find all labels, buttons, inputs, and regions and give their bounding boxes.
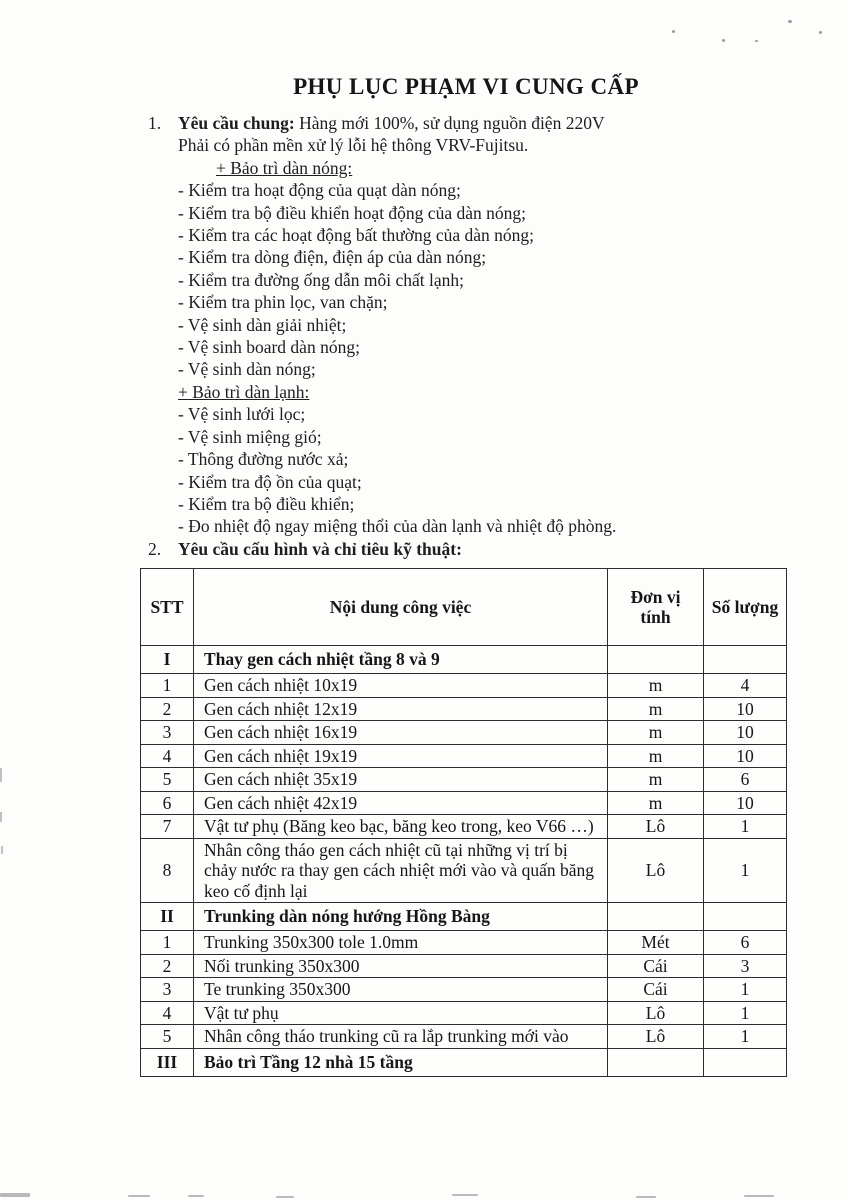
cell-qty: 10 [704,721,787,745]
cell-stt: 3 [141,721,194,745]
scan-speck [819,31,822,34]
cell-stt: 1 [141,674,194,698]
task-item: - Thông đường nước xả; [178,449,349,470]
supply-scope-table [140,568,787,1077]
cell-qty: 6 [704,768,787,792]
table-row [141,744,787,768]
table-row [141,815,787,839]
cell-unit: Cái [608,954,704,978]
section1-heading: Yêu cầu chung: [178,113,295,133]
table-row [141,838,787,903]
scan-bottom-smudge [744,1195,774,1197]
cell-content: Gen cách nhiệt 16x19 [194,721,608,745]
table-row [141,1048,787,1076]
cell-unit: m [608,768,704,792]
group-label: + Bảo trì dàn nóng: [216,157,353,178]
cell-content: Nối trunking 350x300 [194,954,608,978]
table-row [141,674,787,698]
cell-content: Gen cách nhiệt 12x19 [194,697,608,721]
scan-bottom-smudge [188,1195,204,1197]
scan-speck [788,20,792,23]
table-row [141,1001,787,1025]
section1-heading-rest: Hàng mới 100%, sử dụng nguồn điện 220V [294,113,605,133]
cell-qty: 10 [704,744,787,768]
task-item: - Kiểm tra bộ điều khiển; [178,493,355,514]
cell-content: Te trunking 350x300 [194,978,608,1002]
cell-unit [608,1048,704,1076]
section-general-requirements [148,112,793,538]
cell-qty: 1 [704,815,787,839]
task-item: - Vệ sinh lưới lọc; [178,404,306,425]
cell-content: Trunking 350x300 tole 1.0mm [194,931,608,955]
supply-table-header [141,569,787,646]
cell-qty: 6 [704,931,787,955]
scan-edge-mark [0,768,2,782]
scan-bottom-smudge [636,1196,656,1198]
cell-stt: 5 [141,1025,194,1049]
cell-stt: 8 [141,838,194,903]
section2-body [178,538,793,560]
supply-table-body [141,646,787,1077]
cell-stt: 2 [141,697,194,721]
cell-unit: Lô [608,815,704,839]
scan-speck [672,30,675,33]
cell-qty [704,903,787,931]
table-row [141,978,787,1002]
section-technical-requirements [148,538,793,560]
section1-body [178,112,793,538]
table-row [141,931,787,955]
section1-number: 1. [148,113,162,133]
table-row [141,768,787,792]
section2-heading: Yêu cầu cấu hình và chỉ tiêu kỹ thuật: [178,538,462,559]
cell-content: Nhân công tháo gen cách nhiệt cũ tại những vị trí bị chảy nước ra thay gen cách nhiệt mới vào và quấn băng keo cố định lại [194,838,608,903]
cell-unit: Lô [608,838,704,903]
cell-unit: m [608,674,704,698]
cell-stt: II [141,903,194,931]
cell-qty: 3 [704,954,787,978]
task-item: - Kiểm tra dòng điện, điện áp của dàn nóng; [178,247,487,268]
section2-number: 2. [148,538,162,559]
cell-content: Nhân công tháo trunking cũ ra lắp trunking mới vào [194,1025,608,1049]
scan-bottom-smudge [128,1195,150,1197]
cell-unit [608,903,704,931]
cell-content: Gen cách nhiệt 19x19 [194,744,608,768]
task-item: - Kiểm tra các hoạt động bất thường của dàn nóng; [178,225,534,246]
cell-content: Gen cách nhiệt 10x19 [194,674,608,698]
cell-qty: 1 [704,838,787,903]
group-label: + Bảo trì dàn lạnh: [178,381,310,402]
task-item: - Kiểm tra phin lọc, van chặn; [178,292,388,313]
table-row [141,791,787,815]
header-unit: Đơn vị tính [608,569,704,646]
header-stt: STT [141,569,194,646]
cell-stt: 7 [141,815,194,839]
cell-content: Trunking dàn nóng hướng Hồng Bàng [194,903,608,931]
scan-edge-mark [1,846,3,854]
cell-qty: 4 [704,674,787,698]
task-item: - Kiểm tra bộ điều khiển hoạt động của dàn nóng; [178,202,526,223]
task-item: - Kiểm tra đường ống dẫn môi chất lạnh; [178,269,465,290]
cell-unit: m [608,744,704,768]
scan-speck [755,40,758,42]
cell-stt: 1 [141,931,194,955]
cell-stt: 6 [141,791,194,815]
cell-content: Vật tư phụ [194,1001,608,1025]
cell-stt: I [141,646,194,674]
task-item: - Đo nhiệt độ ngay miệng thổi của dàn lạnh và nhiệt độ phòng. [178,516,617,537]
cell-content: Gen cách nhiệt 42x19 [194,791,608,815]
cell-unit: Lô [608,1025,704,1049]
cell-stt: III [141,1048,194,1076]
scan-bottom-smudge [452,1194,478,1196]
cell-qty: 1 [704,1025,787,1049]
cell-qty [704,646,787,674]
maintenance-groups [178,157,793,538]
cell-unit: m [608,791,704,815]
cell-qty [704,1048,787,1076]
cell-qty: 10 [704,791,787,815]
header-row [141,569,787,646]
cell-unit [608,646,704,674]
scan-bottom-smudge [276,1196,294,1198]
cell-content: Bảo trì Tầng 12 nhà 15 tầng [194,1048,608,1076]
task-item: - Vệ sinh dàn giải nhiệt; [178,314,347,335]
task-item: - Kiểm tra độ ồn của quạt; [178,471,362,492]
table-row [141,1025,787,1049]
section1-subline: Phải có phần mền xử lý lỗi hệ thông VRV-Fujitsu. [178,135,529,156]
task-item: - Kiểm tra hoạt động của quạt dàn nóng; [178,180,461,201]
cell-stt: 5 [141,768,194,792]
table-row [141,697,787,721]
scan-bottom-smudge [0,1193,30,1197]
task-item: - Vệ sinh miệng gió; [178,426,322,447]
header-quantity: Số lượng [704,569,787,646]
section1-heading-line [178,112,793,134]
scan-speck [722,39,725,42]
cell-unit: m [608,721,704,745]
document-body [148,62,793,560]
cell-stt: 4 [141,1001,194,1025]
page-title: PHỤ LỤC PHẠM VI CUNG CẤP [293,74,639,99]
cell-unit: Mét [608,931,704,955]
cell-stt: 2 [141,954,194,978]
cell-unit: Cái [608,978,704,1002]
task-item: - Vệ sinh dàn nóng; [178,359,316,380]
cell-stt: 3 [141,978,194,1002]
table-row [141,721,787,745]
cell-unit: m [608,697,704,721]
table-row [141,903,787,931]
task-item: - Vệ sinh board dàn nóng; [178,337,360,358]
cell-content: Thay gen cách nhiệt tầng 8 và 9 [194,646,608,674]
scan-edge-mark [0,812,2,822]
cell-unit: Lô [608,1001,704,1025]
cell-content: Vật tư phụ (Băng keo bạc, băng keo trong, keo V66 …) [194,815,608,839]
cell-stt: 4 [141,744,194,768]
header-content: Nội dung công việc [194,569,608,646]
cell-qty: 10 [704,697,787,721]
table-row [141,646,787,674]
table-row [141,954,787,978]
cell-qty: 1 [704,1001,787,1025]
cell-content: Gen cách nhiệt 35x19 [194,768,608,792]
cell-qty: 1 [704,978,787,1002]
